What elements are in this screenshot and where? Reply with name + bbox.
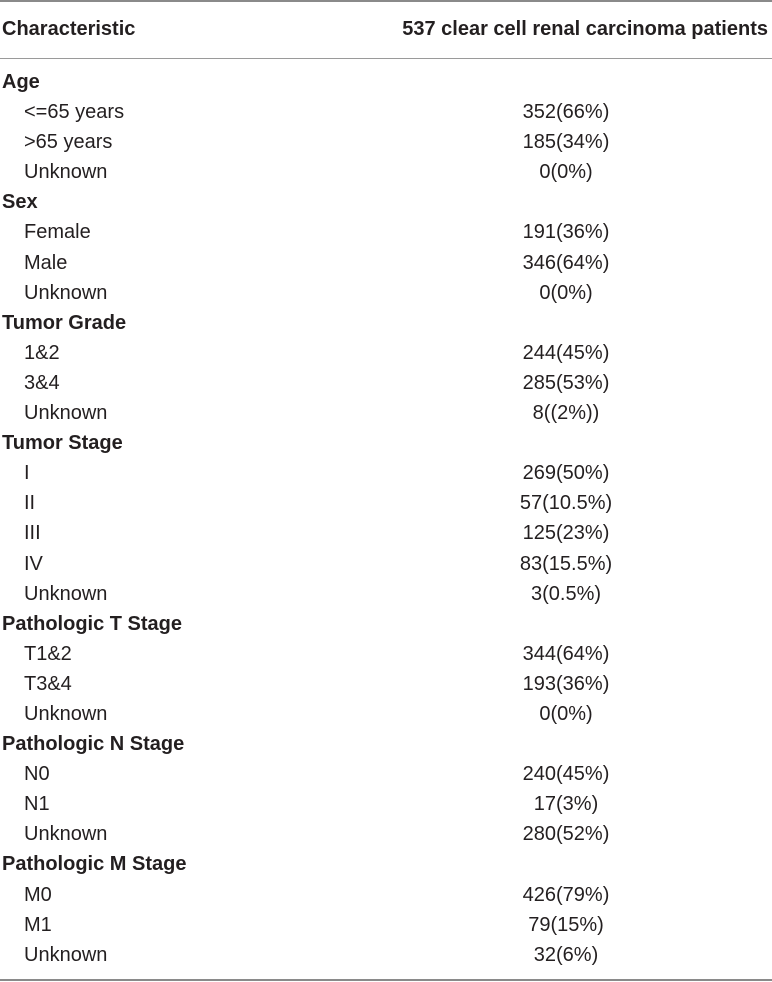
group-title: Pathologic M Stage <box>2 853 187 876</box>
row-value: 185(34%) <box>522 131 610 154</box>
row-value: 352(66%) <box>522 101 610 124</box>
group-row-tumor-stage <box>0 428 772 458</box>
table-row <box>0 759 772 789</box>
table-row <box>0 639 772 669</box>
table-row <box>0 368 772 398</box>
row-label: II <box>24 492 36 515</box>
row-value: 32(6%) <box>533 943 599 966</box>
group-row-age <box>0 67 772 97</box>
table-row <box>0 549 772 579</box>
group-title: Pathologic T Stage <box>2 612 183 635</box>
header-characteristic: Characteristic <box>2 18 136 40</box>
row-label: Male <box>24 251 68 274</box>
row-value: 0(0%) <box>539 161 593 184</box>
table-row <box>0 127 772 157</box>
row-label: Unknown <box>24 281 108 304</box>
table-row <box>0 910 772 940</box>
table-row <box>0 579 772 609</box>
row-value: 285(53%) <box>522 371 610 394</box>
row-label: N1 <box>24 793 50 816</box>
row-label: Unknown <box>24 582 108 605</box>
group-row-pathologic-t-stage <box>0 609 772 639</box>
row-label: T3&4 <box>24 672 72 695</box>
row-value: 269(50%) <box>522 462 610 485</box>
table-row <box>0 458 772 488</box>
row-value: 3(0.5%) <box>530 582 602 605</box>
table-row <box>0 789 772 819</box>
row-label: Unknown <box>24 161 108 184</box>
table-row <box>0 278 772 308</box>
row-label: T1&2 <box>24 642 72 665</box>
row-value: 280(52%) <box>522 823 610 846</box>
row-value: 240(45%) <box>522 763 610 786</box>
table-body <box>0 67 772 970</box>
group-row-tumor-grade <box>0 308 772 338</box>
row-label: I <box>24 462 30 485</box>
table-row <box>0 248 772 278</box>
row-label: 3&4 <box>24 371 60 394</box>
row-label: Unknown <box>24 823 108 846</box>
row-value: 191(36%) <box>522 221 610 244</box>
table-row <box>0 669 772 699</box>
group-title: Age <box>2 71 40 93</box>
table-row <box>0 518 772 548</box>
group-title: Sex <box>2 191 38 214</box>
row-value: 125(23%) <box>522 522 610 545</box>
table-row <box>0 488 772 518</box>
row-label: <=65 years <box>24 101 125 124</box>
table-row <box>0 940 772 970</box>
row-value: 426(79%) <box>522 883 610 906</box>
row-label: 1&2 <box>24 341 60 364</box>
row-label: III <box>24 522 41 545</box>
row-value: 244(45%) <box>522 341 610 364</box>
header-rule <box>0 58 772 59</box>
table-row <box>0 819 772 849</box>
row-label: M0 <box>24 883 52 906</box>
row-label: IV <box>24 552 43 575</box>
table-row <box>0 398 772 428</box>
table-row <box>0 217 772 247</box>
bottom-rule <box>0 979 772 981</box>
row-value: 79(15%) <box>528 913 604 936</box>
group-row-pathologic-n-stage <box>0 729 772 759</box>
row-value: 17(3%) <box>533 793 599 816</box>
table-header <box>0 0 772 58</box>
row-value: 0(0%) <box>539 702 593 725</box>
table-row <box>0 97 772 127</box>
row-value: 346(64%) <box>522 251 610 274</box>
row-value: 193(36%) <box>522 672 610 695</box>
row-label: Unknown <box>24 943 108 966</box>
row-label: Unknown <box>24 402 108 425</box>
row-value: 344(64%) <box>522 642 610 665</box>
table-row <box>0 157 772 187</box>
table-row <box>0 338 772 368</box>
row-value: 8((2%)) <box>532 402 600 425</box>
row-label: N0 <box>24 763 50 786</box>
group-row-sex <box>0 187 772 217</box>
header-patients: 537 clear cell renal carcinoma patients <box>402 18 768 40</box>
row-value: 0(0%) <box>539 281 593 304</box>
row-value: 83(15.5%) <box>519 552 613 575</box>
row-label: Unknown <box>24 702 108 725</box>
group-title: Tumor Stage <box>2 432 123 455</box>
row-label: >65 years <box>24 131 113 154</box>
table-row <box>0 699 772 729</box>
row-label: M1 <box>24 913 52 936</box>
row-value: 57(10.5%) <box>519 492 613 515</box>
table-row <box>0 880 772 910</box>
group-title: Tumor Grade <box>2 311 127 334</box>
row-label: Female <box>24 221 91 244</box>
group-title: Pathologic N Stage <box>2 733 185 756</box>
group-row-pathologic-m-stage <box>0 849 772 879</box>
